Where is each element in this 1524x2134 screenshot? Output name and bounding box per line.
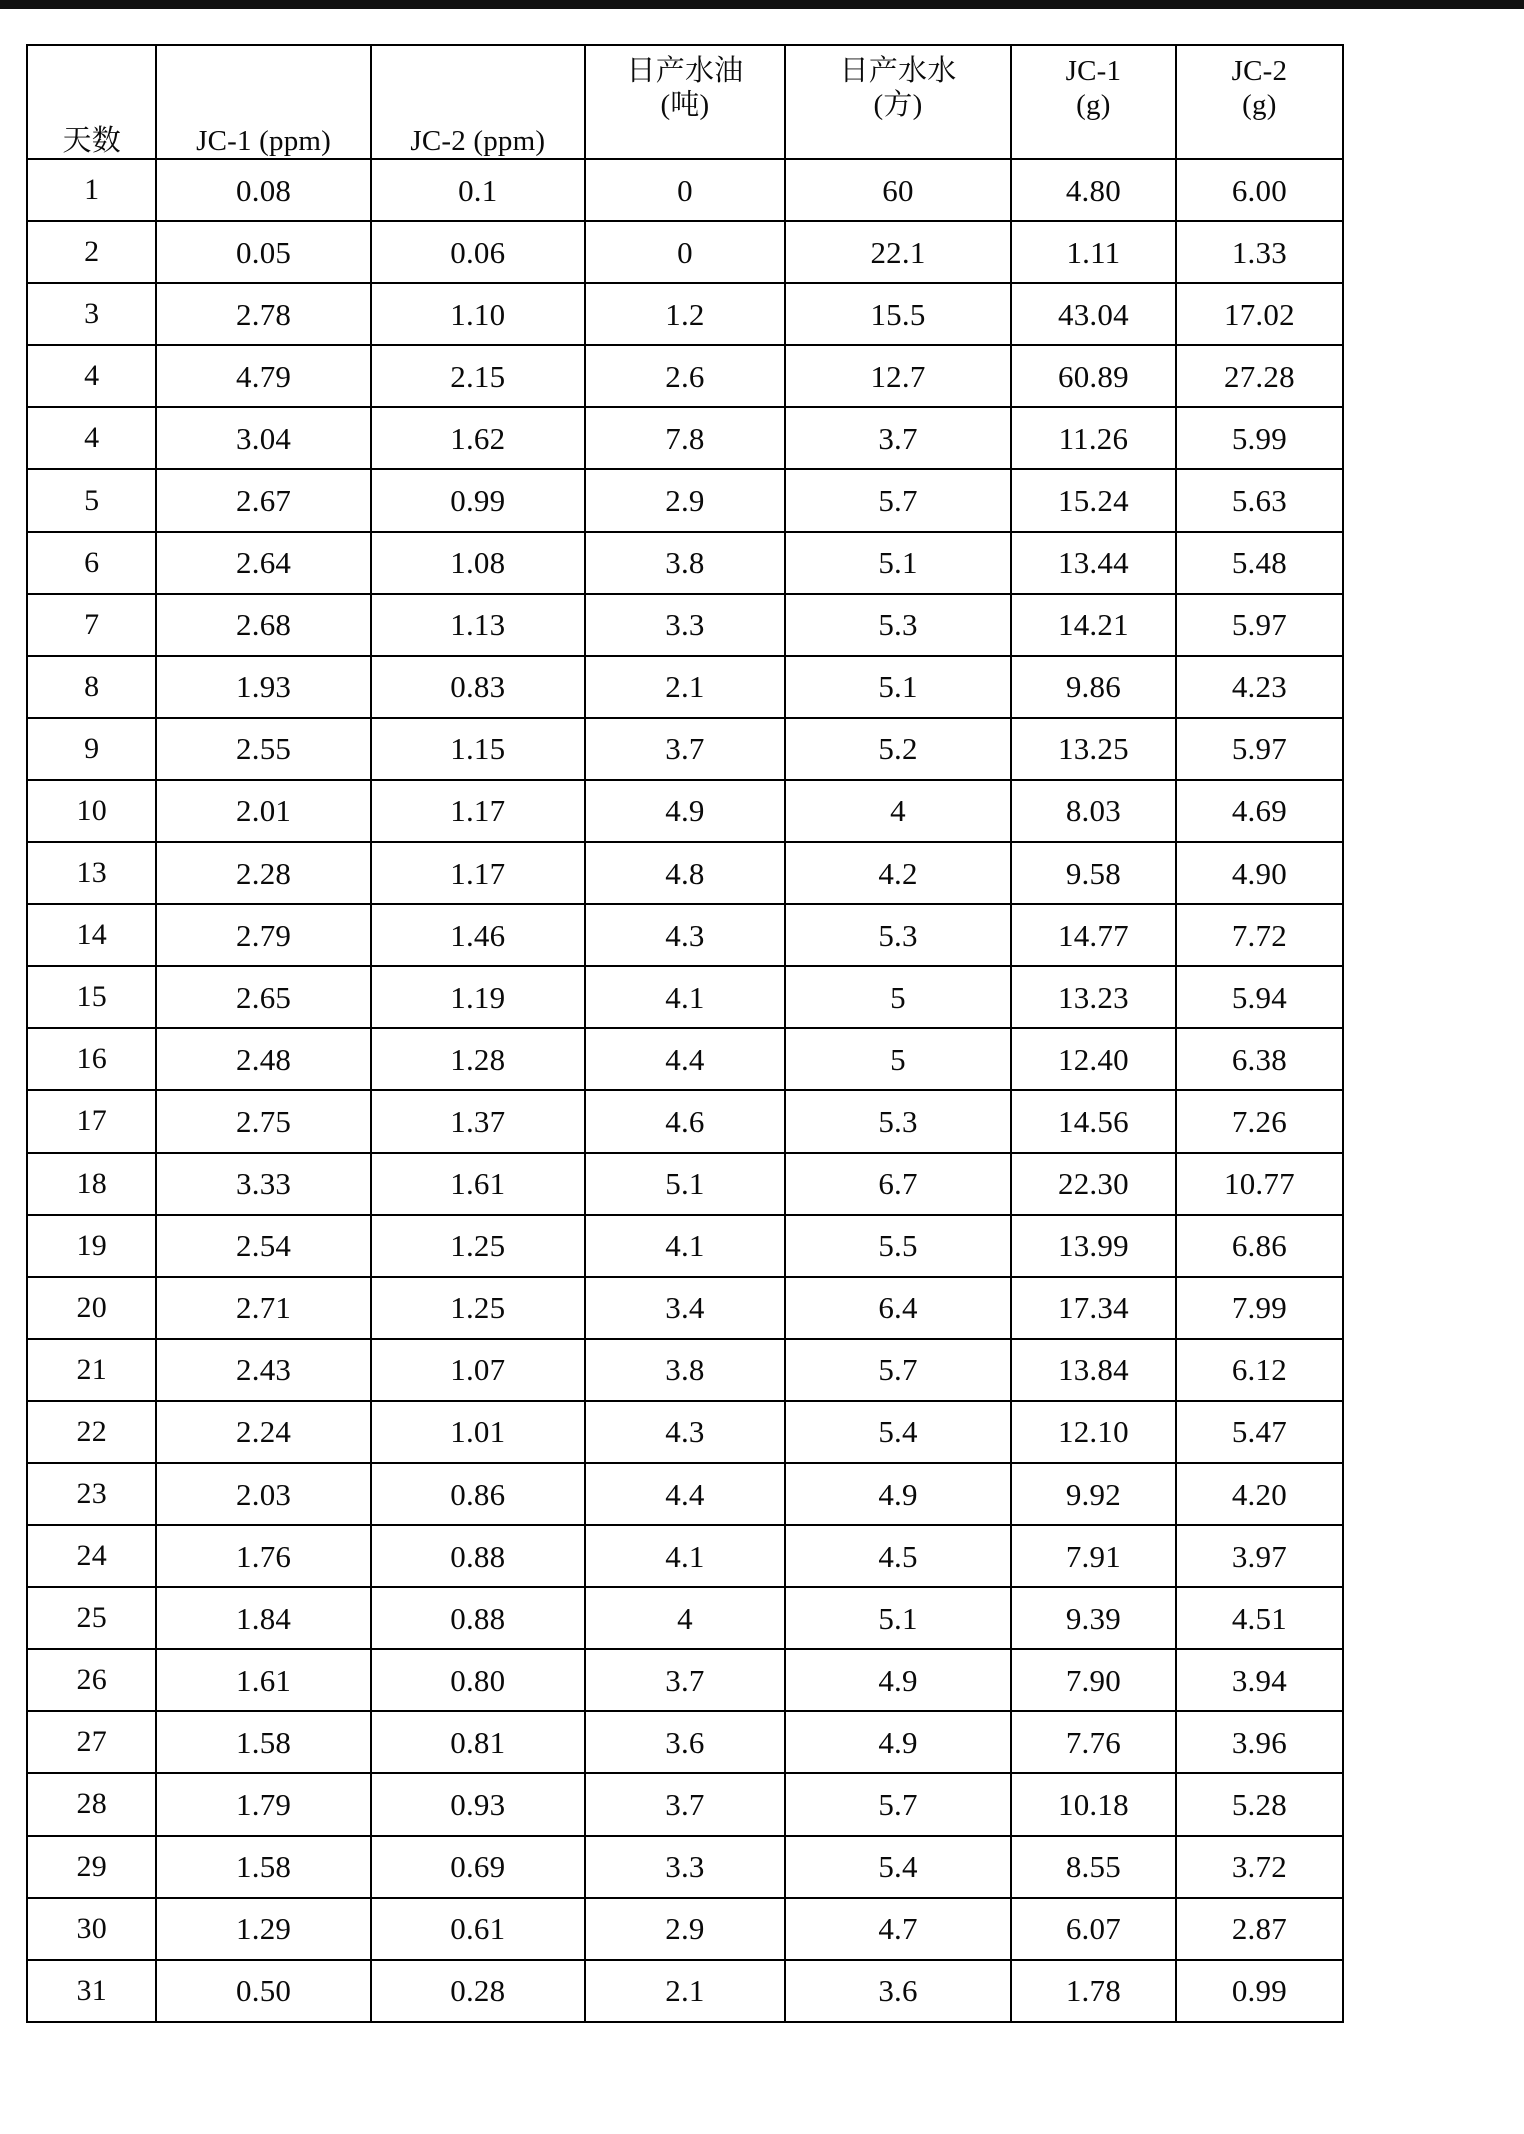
- cell-jc2p: 0.99: [371, 469, 585, 531]
- cell-jc2g: 4.23: [1176, 656, 1343, 718]
- cell-jc2g: 5.94: [1176, 966, 1343, 1028]
- cell-oil: 5.1: [585, 1153, 785, 1215]
- cell-water: 5.7: [785, 1773, 1011, 1835]
- table-row: [27, 1401, 1343, 1463]
- cell-day: 8: [27, 656, 156, 718]
- cell-jc2g: 5.63: [1176, 469, 1343, 531]
- cell-day: 6: [27, 532, 156, 594]
- cell-jc2p: 0.61: [371, 1898, 585, 1960]
- cell-jc2p: 0.1: [371, 159, 585, 221]
- cell-jc1p: 2.01: [156, 780, 370, 842]
- table-row: [27, 159, 1343, 221]
- cell-jc2p: 0.88: [371, 1587, 585, 1649]
- header-cell-jc1g: [1011, 45, 1176, 159]
- cell-jc1g: 13.25: [1011, 718, 1176, 780]
- cell-oil: 0: [585, 221, 785, 283]
- cell-day: 22: [27, 1401, 156, 1463]
- cell-jc2p: 0.86: [371, 1463, 585, 1525]
- header-cell-day: [27, 45, 156, 159]
- cell-day: 13: [27, 842, 156, 904]
- cell-jc1g: 9.39: [1011, 1587, 1176, 1649]
- cell-jc1p: 1.58: [156, 1711, 370, 1773]
- cell-jc2g: 10.77: [1176, 1153, 1343, 1215]
- cell-jc1g: 7.90: [1011, 1649, 1176, 1711]
- cell-jc2p: 1.37: [371, 1090, 585, 1152]
- cell-jc1p: 2.79: [156, 904, 370, 966]
- header-cell-water: [785, 45, 1011, 159]
- header-label-line1-jc1g: JC-1: [1065, 55, 1122, 87]
- cell-day: 15: [27, 966, 156, 1028]
- cell-jc1g: 9.58: [1011, 842, 1176, 904]
- cell-jc2p: 1.46: [371, 904, 585, 966]
- cell-jc2g: 7.26: [1176, 1090, 1343, 1152]
- cell-jc2g: 3.97: [1176, 1525, 1343, 1587]
- table-row: [27, 904, 1343, 966]
- cell-jc1p: 3.33: [156, 1153, 370, 1215]
- cell-jc1p: 0.05: [156, 221, 370, 283]
- table-row: [27, 469, 1343, 531]
- cell-jc1g: 43.04: [1011, 283, 1176, 345]
- cell-jc2g: 5.28: [1176, 1773, 1343, 1835]
- cell-water: 3.6: [785, 1960, 1011, 2022]
- cell-jc1g: 60.89: [1011, 345, 1176, 407]
- cell-oil: 4.4: [585, 1028, 785, 1090]
- cell-day: 5: [27, 469, 156, 531]
- cell-water: 15.5: [785, 283, 1011, 345]
- cell-jc1g: 22.30: [1011, 1153, 1176, 1215]
- cell-day: 10: [27, 780, 156, 842]
- cell-jc2g: 1.33: [1176, 221, 1343, 283]
- table-row: [27, 1836, 1343, 1898]
- cell-water: 5: [785, 1028, 1011, 1090]
- cell-jc1p: 3.04: [156, 407, 370, 469]
- cell-jc1g: 10.18: [1011, 1773, 1176, 1835]
- cell-water: 4: [785, 780, 1011, 842]
- header-cell-oil: [585, 45, 785, 159]
- cell-jc1p: 1.61: [156, 1649, 370, 1711]
- cell-day: 27: [27, 1711, 156, 1773]
- cell-water: 5.7: [785, 1339, 1011, 1401]
- table-row: [27, 1960, 1343, 2022]
- cell-jc1g: 4.80: [1011, 159, 1176, 221]
- cell-day: 26: [27, 1649, 156, 1711]
- table-row: [27, 1898, 1343, 1960]
- cell-jc2p: 1.13: [371, 594, 585, 656]
- cell-jc2p: 1.25: [371, 1277, 585, 1339]
- table-row: [27, 656, 1343, 718]
- table-row: [27, 345, 1343, 407]
- cell-jc2g: 4.90: [1176, 842, 1343, 904]
- table-row: [27, 1277, 1343, 1339]
- cell-oil: 4.1: [585, 966, 785, 1028]
- cell-oil: 0: [585, 159, 785, 221]
- header-label-line1-jc2g: JC-2: [1231, 55, 1288, 87]
- cell-oil: 3.3: [585, 594, 785, 656]
- header-label-line1-water: 日产水水: [839, 55, 957, 87]
- cell-oil: 4.9: [585, 780, 785, 842]
- cell-water: 5.4: [785, 1836, 1011, 1898]
- cell-jc2p: 1.08: [371, 532, 585, 594]
- cell-day: 4: [27, 345, 156, 407]
- cell-oil: 3.6: [585, 1711, 785, 1773]
- table-row: [27, 1773, 1343, 1835]
- cell-oil: 4.3: [585, 904, 785, 966]
- cell-jc1p: 2.03: [156, 1463, 370, 1525]
- table-row: [27, 283, 1343, 345]
- cell-jc2p: 1.19: [371, 966, 585, 1028]
- production-data-table: [26, 44, 1344, 2023]
- cell-day: 4: [27, 407, 156, 469]
- table-row: [27, 1028, 1343, 1090]
- cell-oil: 2.1: [585, 1960, 785, 2022]
- cell-jc1p: 2.75: [156, 1090, 370, 1152]
- cell-oil: 2.9: [585, 469, 785, 531]
- cell-jc1p: 2.65: [156, 966, 370, 1028]
- cell-jc1g: 7.76: [1011, 1711, 1176, 1773]
- cell-jc1p: 4.79: [156, 345, 370, 407]
- cell-jc1g: 13.99: [1011, 1215, 1176, 1277]
- cell-jc1p: 2.28: [156, 842, 370, 904]
- cell-jc1p: 2.54: [156, 1215, 370, 1277]
- table-header-row: [27, 45, 1343, 159]
- cell-oil: 3.3: [585, 1836, 785, 1898]
- table-header: [27, 45, 1343, 159]
- cell-oil: 4.1: [585, 1525, 785, 1587]
- header-label-line1-jc1p: JC-1 (ppm): [196, 124, 332, 157]
- cell-jc2g: 4.20: [1176, 1463, 1343, 1525]
- cell-jc2g: 7.99: [1176, 1277, 1343, 1339]
- cell-oil: 4: [585, 1587, 785, 1649]
- cell-jc2p: 1.62: [371, 407, 585, 469]
- cell-jc2g: 6.12: [1176, 1339, 1343, 1401]
- cell-day: 21: [27, 1339, 156, 1401]
- table-row: [27, 1587, 1343, 1649]
- cell-day: 25: [27, 1587, 156, 1649]
- cell-water: 3.7: [785, 407, 1011, 469]
- cell-jc2p: 1.25: [371, 1215, 585, 1277]
- cell-water: 5.2: [785, 718, 1011, 780]
- header-cell-jc1p: [156, 45, 370, 159]
- cell-day: 7: [27, 594, 156, 656]
- cell-jc2g: 17.02: [1176, 283, 1343, 345]
- cell-jc1p: 2.55: [156, 718, 370, 780]
- cell-jc2p: 0.69: [371, 1836, 585, 1898]
- cell-water: 4.9: [785, 1711, 1011, 1773]
- table-row: [27, 594, 1343, 656]
- header-label-line1-oil: 日产水油: [626, 55, 744, 87]
- cell-jc1g: 13.23: [1011, 966, 1176, 1028]
- cell-jc1p: 2.43: [156, 1339, 370, 1401]
- cell-oil: 4.6: [585, 1090, 785, 1152]
- cell-water: 5.1: [785, 1587, 1011, 1649]
- cell-jc1g: 8.03: [1011, 780, 1176, 842]
- cell-jc1p: 0.50: [156, 1960, 370, 2022]
- cell-oil: 3.7: [585, 1773, 785, 1835]
- table-row: [27, 407, 1343, 469]
- cell-jc1g: 14.77: [1011, 904, 1176, 966]
- cell-jc1g: 17.34: [1011, 1277, 1176, 1339]
- cell-jc2g: 5.97: [1176, 718, 1343, 780]
- cell-water: 4.9: [785, 1649, 1011, 1711]
- header-label-line2-water: (方): [873, 89, 923, 122]
- cell-jc1g: 9.86: [1011, 656, 1176, 718]
- cell-oil: 2.9: [585, 1898, 785, 1960]
- cell-oil: 3.7: [585, 1649, 785, 1711]
- cell-jc1g: 11.26: [1011, 407, 1176, 469]
- table-row: [27, 718, 1343, 780]
- cell-jc1p: 2.71: [156, 1277, 370, 1339]
- cell-day: 28: [27, 1773, 156, 1835]
- cell-jc2g: 6.00: [1176, 159, 1343, 221]
- table-row: [27, 1090, 1343, 1152]
- cell-jc2p: 0.28: [371, 1960, 585, 2022]
- cell-water: 12.7: [785, 345, 1011, 407]
- cell-water: 60: [785, 159, 1011, 221]
- cell-jc2g: 6.38: [1176, 1028, 1343, 1090]
- cell-oil: 2.6: [585, 345, 785, 407]
- cell-oil: 2.1: [585, 656, 785, 718]
- cell-day: 29: [27, 1836, 156, 1898]
- cell-water: 6.7: [785, 1153, 1011, 1215]
- cell-water: 5.1: [785, 532, 1011, 594]
- cell-jc2p: 0.93: [371, 1773, 585, 1835]
- cell-jc2p: 0.80: [371, 1649, 585, 1711]
- table-row: [27, 780, 1343, 842]
- cell-jc2g: 3.94: [1176, 1649, 1343, 1711]
- cell-jc1g: 14.21: [1011, 594, 1176, 656]
- cell-jc1g: 12.40: [1011, 1028, 1176, 1090]
- header-cell-jc2p: [371, 45, 585, 159]
- cell-oil: 4.3: [585, 1401, 785, 1463]
- cell-jc2p: 1.17: [371, 780, 585, 842]
- cell-oil: 4.8: [585, 842, 785, 904]
- header-label-line1-day: 天数: [62, 124, 121, 157]
- cell-water: 4.9: [785, 1463, 1011, 1525]
- data-table-container: [26, 44, 1344, 2023]
- cell-jc2g: 0.99: [1176, 1960, 1343, 2022]
- cell-jc1p: 2.67: [156, 469, 370, 531]
- cell-oil: 7.8: [585, 407, 785, 469]
- table-row: [27, 1711, 1343, 1773]
- cell-jc1g: 13.84: [1011, 1339, 1176, 1401]
- cell-jc2p: 2.15: [371, 345, 585, 407]
- table-row: [27, 966, 1343, 1028]
- cell-jc1p: 1.79: [156, 1773, 370, 1835]
- table-row: [27, 1525, 1343, 1587]
- cell-jc1p: 1.84: [156, 1587, 370, 1649]
- table-row: [27, 1339, 1343, 1401]
- header-label-line1-jc2p: JC-2 (ppm): [410, 124, 546, 157]
- cell-day: 31: [27, 1960, 156, 2022]
- cell-water: 5.7: [785, 469, 1011, 531]
- cell-jc1p: 0.08: [156, 159, 370, 221]
- cell-day: 2: [27, 221, 156, 283]
- cell-jc1g: 13.44: [1011, 532, 1176, 594]
- cell-jc1p: 1.76: [156, 1525, 370, 1587]
- header-cell-jc2g: [1176, 45, 1343, 159]
- cell-jc2g: 27.28: [1176, 345, 1343, 407]
- cell-jc2p: 1.28: [371, 1028, 585, 1090]
- cell-jc1g: 7.91: [1011, 1525, 1176, 1587]
- cell-jc2p: 0.83: [371, 656, 585, 718]
- cell-jc2p: 1.17: [371, 842, 585, 904]
- cell-jc2g: 3.72: [1176, 1836, 1343, 1898]
- cell-jc1p: 1.29: [156, 1898, 370, 1960]
- cell-jc1p: 2.24: [156, 1401, 370, 1463]
- cell-water: 5: [785, 966, 1011, 1028]
- cell-oil: 4.1: [585, 1215, 785, 1277]
- cell-jc2g: 4.69: [1176, 780, 1343, 842]
- cell-jc2g: 5.48: [1176, 532, 1343, 594]
- cell-jc2p: 1.07: [371, 1339, 585, 1401]
- cell-jc1g: 6.07: [1011, 1898, 1176, 1960]
- cell-jc1g: 15.24: [1011, 469, 1176, 531]
- cell-water: 6.4: [785, 1277, 1011, 1339]
- table-row: [27, 842, 1343, 904]
- cell-day: 18: [27, 1153, 156, 1215]
- cell-day: 19: [27, 1215, 156, 1277]
- cell-jc2g: 3.96: [1176, 1711, 1343, 1773]
- cell-day: 30: [27, 1898, 156, 1960]
- table-row: [27, 1215, 1343, 1277]
- cell-jc1g: 9.92: [1011, 1463, 1176, 1525]
- cell-jc2p: 0.81: [371, 1711, 585, 1773]
- cell-jc1g: 8.55: [1011, 1836, 1176, 1898]
- table-body: [27, 159, 1343, 2022]
- cell-jc2g: 5.47: [1176, 1401, 1343, 1463]
- cell-oil: 1.2: [585, 283, 785, 345]
- cell-water: 5.4: [785, 1401, 1011, 1463]
- header-label-line2-jc2g: (g): [1242, 89, 1277, 122]
- cell-jc2p: 1.10: [371, 283, 585, 345]
- table-row: [27, 532, 1343, 594]
- cell-jc2g: 5.99: [1176, 407, 1343, 469]
- cell-oil: 3.7: [585, 718, 785, 780]
- cell-jc2p: 1.15: [371, 718, 585, 780]
- header-label-line2-oil: (吨): [660, 89, 710, 122]
- cell-water: 5.3: [785, 904, 1011, 966]
- cell-day: 1: [27, 159, 156, 221]
- cell-water: 4.7: [785, 1898, 1011, 1960]
- cell-day: 20: [27, 1277, 156, 1339]
- cell-jc1g: 12.10: [1011, 1401, 1176, 1463]
- cell-jc2p: 0.88: [371, 1525, 585, 1587]
- cell-day: 14: [27, 904, 156, 966]
- cell-jc2p: 0.06: [371, 221, 585, 283]
- cell-oil: 3.4: [585, 1277, 785, 1339]
- cell-water: 5.3: [785, 594, 1011, 656]
- cell-jc1g: 1.78: [1011, 1960, 1176, 2022]
- cell-oil: 3.8: [585, 1339, 785, 1401]
- cell-water: 4.2: [785, 842, 1011, 904]
- table-row: [27, 1649, 1343, 1711]
- header-label-line2-jc1g: (g): [1076, 89, 1111, 122]
- cell-jc2g: 4.51: [1176, 1587, 1343, 1649]
- table-row: [27, 1463, 1343, 1525]
- cell-water: 5.1: [785, 656, 1011, 718]
- cell-jc2g: 6.86: [1176, 1215, 1343, 1277]
- cell-jc1p: 1.93: [156, 656, 370, 718]
- cell-jc1p: 1.58: [156, 1836, 370, 1898]
- cell-day: 17: [27, 1090, 156, 1152]
- cell-jc1p: 2.48: [156, 1028, 370, 1090]
- cell-day: 23: [27, 1463, 156, 1525]
- cell-water: 4.5: [785, 1525, 1011, 1587]
- cell-jc2g: 7.72: [1176, 904, 1343, 966]
- cell-day: 9: [27, 718, 156, 780]
- cell-oil: 3.8: [585, 532, 785, 594]
- cell-jc2p: 1.01: [371, 1401, 585, 1463]
- cell-water: 5.3: [785, 1090, 1011, 1152]
- cell-jc1g: 14.56: [1011, 1090, 1176, 1152]
- cell-jc1p: 2.68: [156, 594, 370, 656]
- table-row: [27, 221, 1343, 283]
- cell-water: 5.5: [785, 1215, 1011, 1277]
- table-row: [27, 1153, 1343, 1215]
- cell-day: 24: [27, 1525, 156, 1587]
- cell-oil: 4.4: [585, 1463, 785, 1525]
- cell-jc1g: 1.11: [1011, 221, 1176, 283]
- cell-jc1p: 2.78: [156, 283, 370, 345]
- cell-day: 16: [27, 1028, 156, 1090]
- cell-water: 22.1: [785, 221, 1011, 283]
- cell-jc2p: 1.61: [371, 1153, 585, 1215]
- cell-jc2g: 2.87: [1176, 1898, 1343, 1960]
- cell-jc2g: 5.97: [1176, 594, 1343, 656]
- cell-jc1p: 2.64: [156, 532, 370, 594]
- cell-day: 3: [27, 283, 156, 345]
